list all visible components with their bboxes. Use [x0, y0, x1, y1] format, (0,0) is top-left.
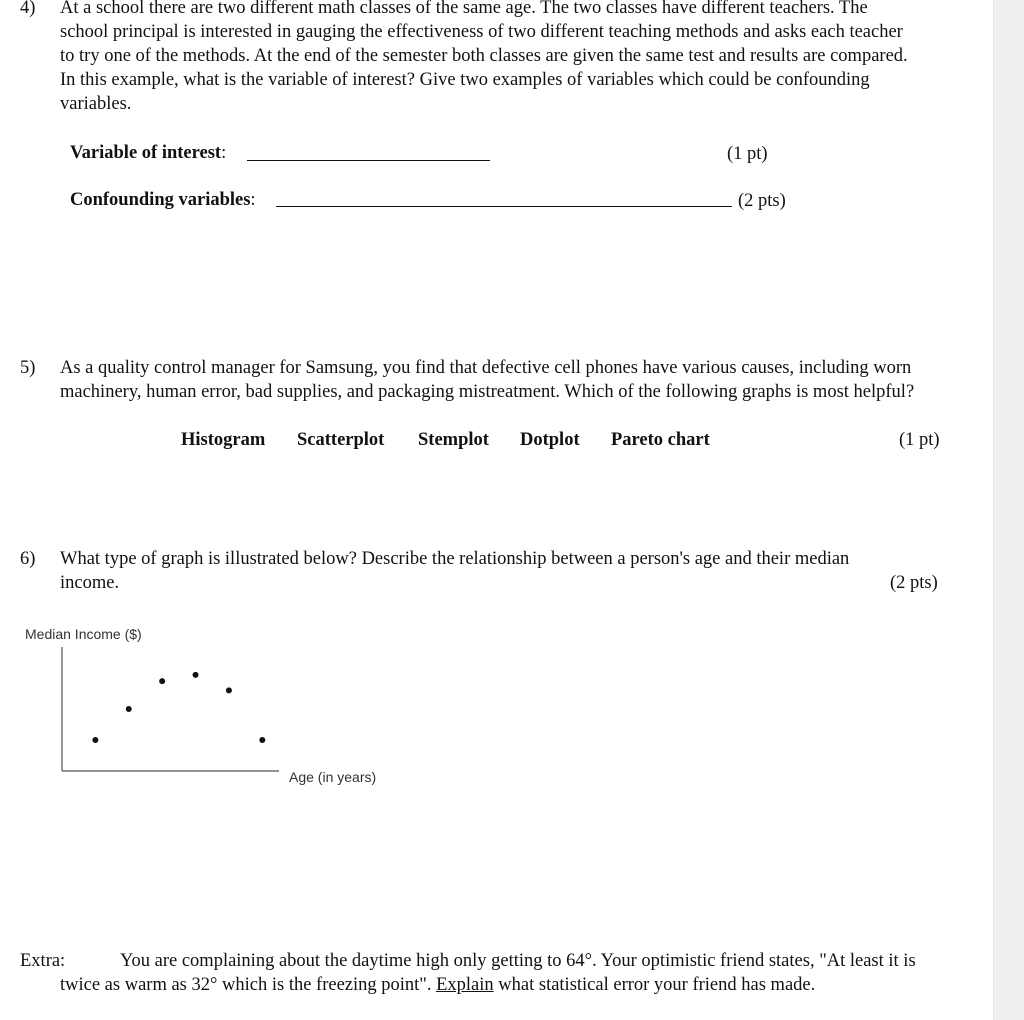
- question-text: At a school there are two different math classes of the same age. The two classes have different teachers. The school principal is interested in gauging the effectiveness of two different teaching methods and asks each teacher to try one of the methods. At the end of the semester both classes are given the same test and results are compared. In this example, what is the variable of interest? Give two examples of variables which could be confounding variables.: [60, 0, 908, 114]
- question-number: 4): [20, 0, 36, 18]
- variable-points: (1 pt): [727, 144, 768, 164]
- variable-of-interest-row: Variable of interest:: [70, 143, 227, 163]
- confounding-variables-row: Confounding variables:: [70, 190, 256, 210]
- extra-text-before: You are complaining about the daytime high only getting to 64°. Your optimistic friend states, "At least it is twice as warm as 32° which is the freezing point".: [60, 951, 916, 995]
- data-point-6: [259, 737, 265, 743]
- question-6-points: (2 pts): [890, 573, 938, 593]
- scrollbar[interactable]: [993, 0, 1024, 1020]
- scatter-chart: [0, 640, 300, 780]
- extra-text: [60, 949, 932, 997]
- option-stemplot[interactable]: Stemplot: [418, 430, 489, 450]
- option-dotplot[interactable]: Dotplot: [520, 430, 580, 450]
- question-5: [20, 356, 944, 404]
- data-point-5: [226, 687, 232, 693]
- variable-of-interest-label: Variable of interest: [70, 143, 222, 163]
- extra-question: [20, 949, 932, 997]
- data-point-1: [92, 737, 98, 743]
- y-axis-label: Median Income ($): [25, 626, 142, 642]
- explain-word: Explain: [436, 975, 494, 995]
- question-6: [20, 547, 900, 595]
- data-point-3: [159, 678, 165, 684]
- option-histogram[interactable]: Histogram: [181, 430, 266, 450]
- confounding-variables-blank[interactable]: [276, 206, 732, 207]
- question-text: As a quality control manager for Samsung, you find that defective cell phones have various causes, including worn machinery, human error, bad supplies, and packaging mistreatment. Which of the following graphs is most helpful?: [60, 358, 915, 402]
- question-number: 5): [20, 358, 36, 378]
- question-text: What type of graph is illustrated below? Describe the relationship between a person's age and their median income.: [60, 549, 850, 593]
- data-point-4: [193, 672, 199, 678]
- extra-text-after: what statistical error your friend has made.: [498, 975, 816, 995]
- x-axis-label: Age (in years): [289, 769, 377, 785]
- confounding-variables-label: Confounding variables: [70, 190, 251, 210]
- question-5-points: (1 pt): [899, 430, 940, 450]
- option-pareto-chart[interactable]: Pareto chart: [611, 430, 710, 450]
- extra-label: Extra:: [20, 951, 66, 971]
- confounding-points: (2 pts): [738, 191, 786, 211]
- variable-of-interest-blank[interactable]: [247, 160, 490, 161]
- option-scatterplot[interactable]: Scatterplot: [297, 430, 385, 450]
- data-point-2: [126, 706, 132, 712]
- question-4: [20, 0, 920, 116]
- question-number: 6): [20, 549, 36, 569]
